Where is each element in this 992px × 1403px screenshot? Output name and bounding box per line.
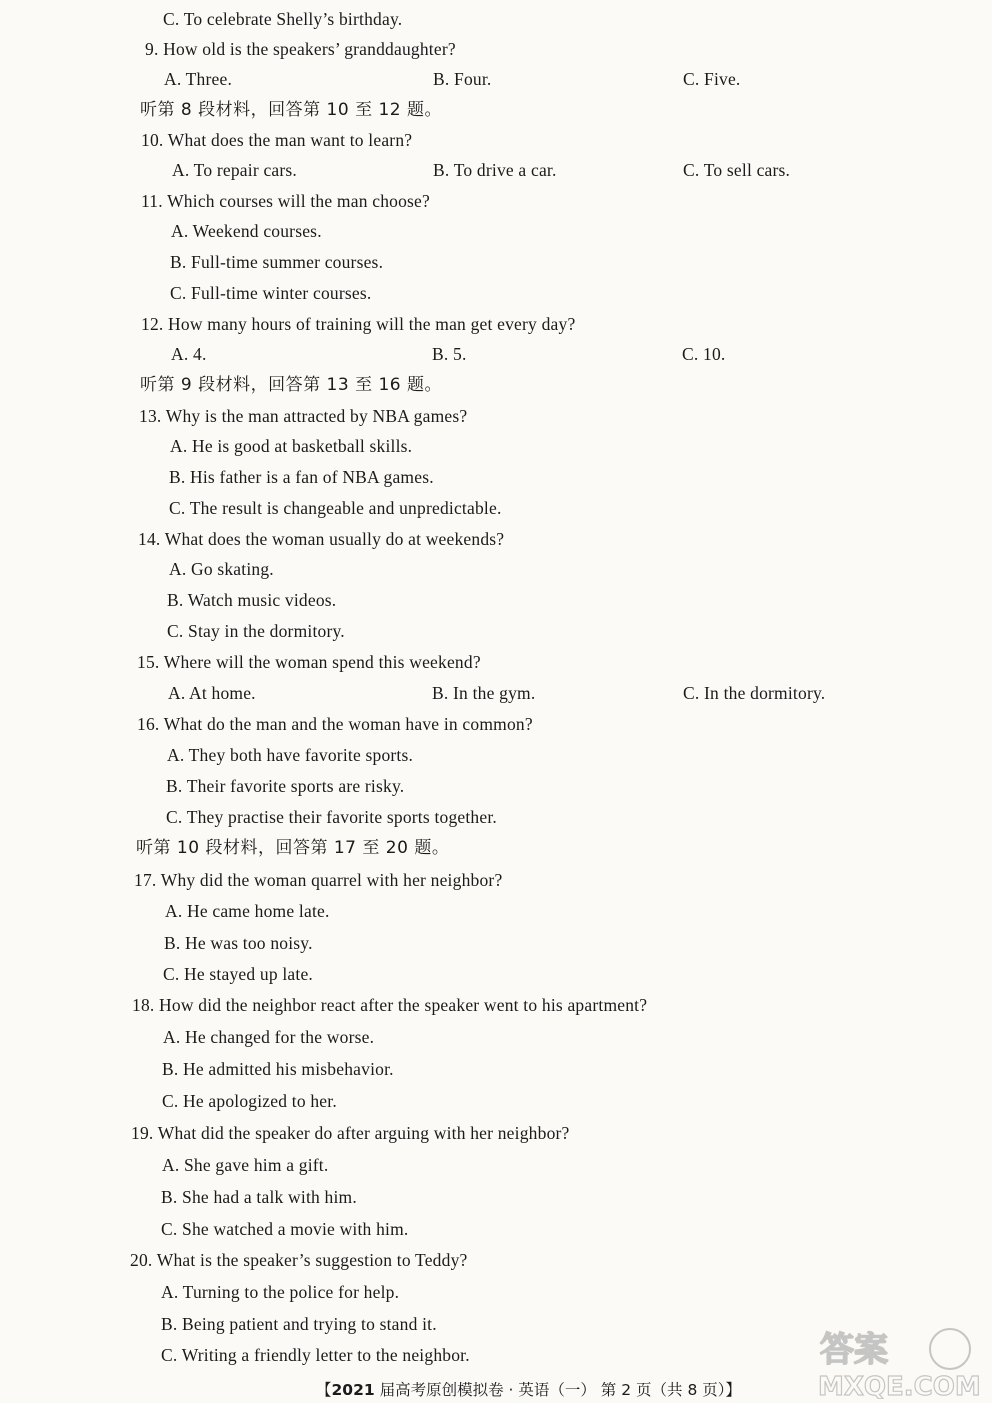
section-instruction: 听第 10 段材料，回答第 17 至 20 题。 bbox=[136, 838, 450, 858]
question-line: A. He changed for the worse. bbox=[163, 1027, 375, 1047]
question-line: C. Full-time winter courses. bbox=[170, 283, 372, 303]
question-line: C. To celebrate Shelly’s birthday. bbox=[163, 9, 403, 29]
question-line: 11. Which courses will the man choose? bbox=[141, 191, 430, 211]
footer-title: 届高考原创模拟卷 · 英语（一） bbox=[374, 1381, 596, 1399]
question-line: 13. Why is the man attracted by NBA games? bbox=[139, 406, 468, 426]
question-line: 10. What does the man want to learn? bbox=[141, 130, 413, 150]
footer-page-number: 第 2 页（共 8 页）】 bbox=[595, 1381, 741, 1399]
question-line: A. He is good at basketball skills. bbox=[170, 436, 413, 456]
question-line: 15. Where will the woman spend this weekend? bbox=[137, 652, 481, 672]
answer-option: B. In the gym. bbox=[432, 683, 536, 703]
answer-option: B. Four. bbox=[433, 69, 492, 89]
answer-option: C. 10. bbox=[682, 344, 726, 364]
footer-bracket: 【 bbox=[316, 1381, 332, 1399]
question-line: 18. How did the neighbor react after the speaker went to his apartment? bbox=[132, 995, 648, 1015]
question-line: C. He apologized to her. bbox=[162, 1091, 337, 1111]
question-line: A. Go skating. bbox=[169, 559, 274, 579]
question-line: B. Being patient and trying to stand it. bbox=[161, 1314, 437, 1334]
question-line: 12. How many hours of training will the man get every day? bbox=[141, 314, 576, 334]
watermark-top-text: 答案 bbox=[820, 1330, 888, 1370]
question-line: C. Stay in the dormitory. bbox=[167, 621, 345, 641]
question-line: A. Weekend courses. bbox=[171, 221, 322, 241]
question-line: A. They both have favorite sports. bbox=[167, 745, 414, 765]
watermark-circle bbox=[930, 1329, 970, 1369]
section-instruction: 听第 8 段材料，回答第 10 至 12 题。 bbox=[140, 100, 443, 120]
answer-option: C. Five. bbox=[683, 69, 741, 89]
question-line: B. His father is a fan of NBA games. bbox=[169, 467, 434, 487]
question-line: 20. What is the speaker’s suggestion to Teddy? bbox=[130, 1250, 468, 1270]
question-line: C. She watched a movie with him. bbox=[161, 1219, 409, 1239]
answer-option: A. At home. bbox=[168, 683, 256, 703]
answer-option: A. 4. bbox=[171, 344, 207, 364]
answer-option: B. To drive a car. bbox=[433, 160, 557, 180]
question-line: 17. Why did the woman quarrel with her neighbor? bbox=[134, 870, 503, 890]
question-line: A. She gave him a gift. bbox=[162, 1155, 329, 1175]
question-line: C. Writing a friendly letter to the neighbor. bbox=[161, 1345, 470, 1365]
answer-option: C. To sell cars. bbox=[683, 160, 791, 180]
question-line: C. They practise their favorite sports together. bbox=[166, 807, 497, 827]
question-line: B. Their favorite sports are risky. bbox=[166, 776, 405, 796]
question-line: 19. What did the speaker do after arguing with her neighbor? bbox=[131, 1123, 570, 1143]
question-line: 16. What do the man and the woman have in common? bbox=[137, 714, 533, 734]
question-line: 9. How old is the speakers’ granddaughter? bbox=[145, 39, 456, 59]
answer-option: C. In the dormitory. bbox=[683, 683, 826, 703]
site-watermark-logo bbox=[810, 1323, 982, 1399]
question-line: A. He came home late. bbox=[165, 901, 330, 921]
watermark-bottom-text: MXQE.COM bbox=[818, 1372, 981, 1399]
answer-option: A. Three. bbox=[164, 69, 233, 89]
question-line: B. He admitted his misbehavior. bbox=[162, 1059, 394, 1079]
question-line: B. Full-time summer courses. bbox=[170, 252, 384, 272]
question-line: B. Watch music videos. bbox=[167, 590, 337, 610]
answer-option: A. To repair cars. bbox=[172, 160, 297, 180]
question-line: C. He stayed up late. bbox=[163, 964, 313, 984]
page-footer bbox=[316, 1378, 741, 1400]
question-line: B. He was too noisy. bbox=[164, 933, 313, 953]
footer-year: 2021 bbox=[331, 1381, 375, 1399]
answer-option: B. 5. bbox=[432, 344, 467, 364]
question-line: B. She had a talk with him. bbox=[161, 1187, 357, 1207]
question-line: 14. What does the woman usually do at weekends? bbox=[138, 529, 505, 549]
section-instruction: 听第 9 段材料，回答第 13 至 16 题。 bbox=[140, 375, 443, 395]
question-line: C. The result is changeable and unpredictable. bbox=[169, 498, 502, 518]
question-line: A. Turning to the police for help. bbox=[161, 1282, 400, 1302]
